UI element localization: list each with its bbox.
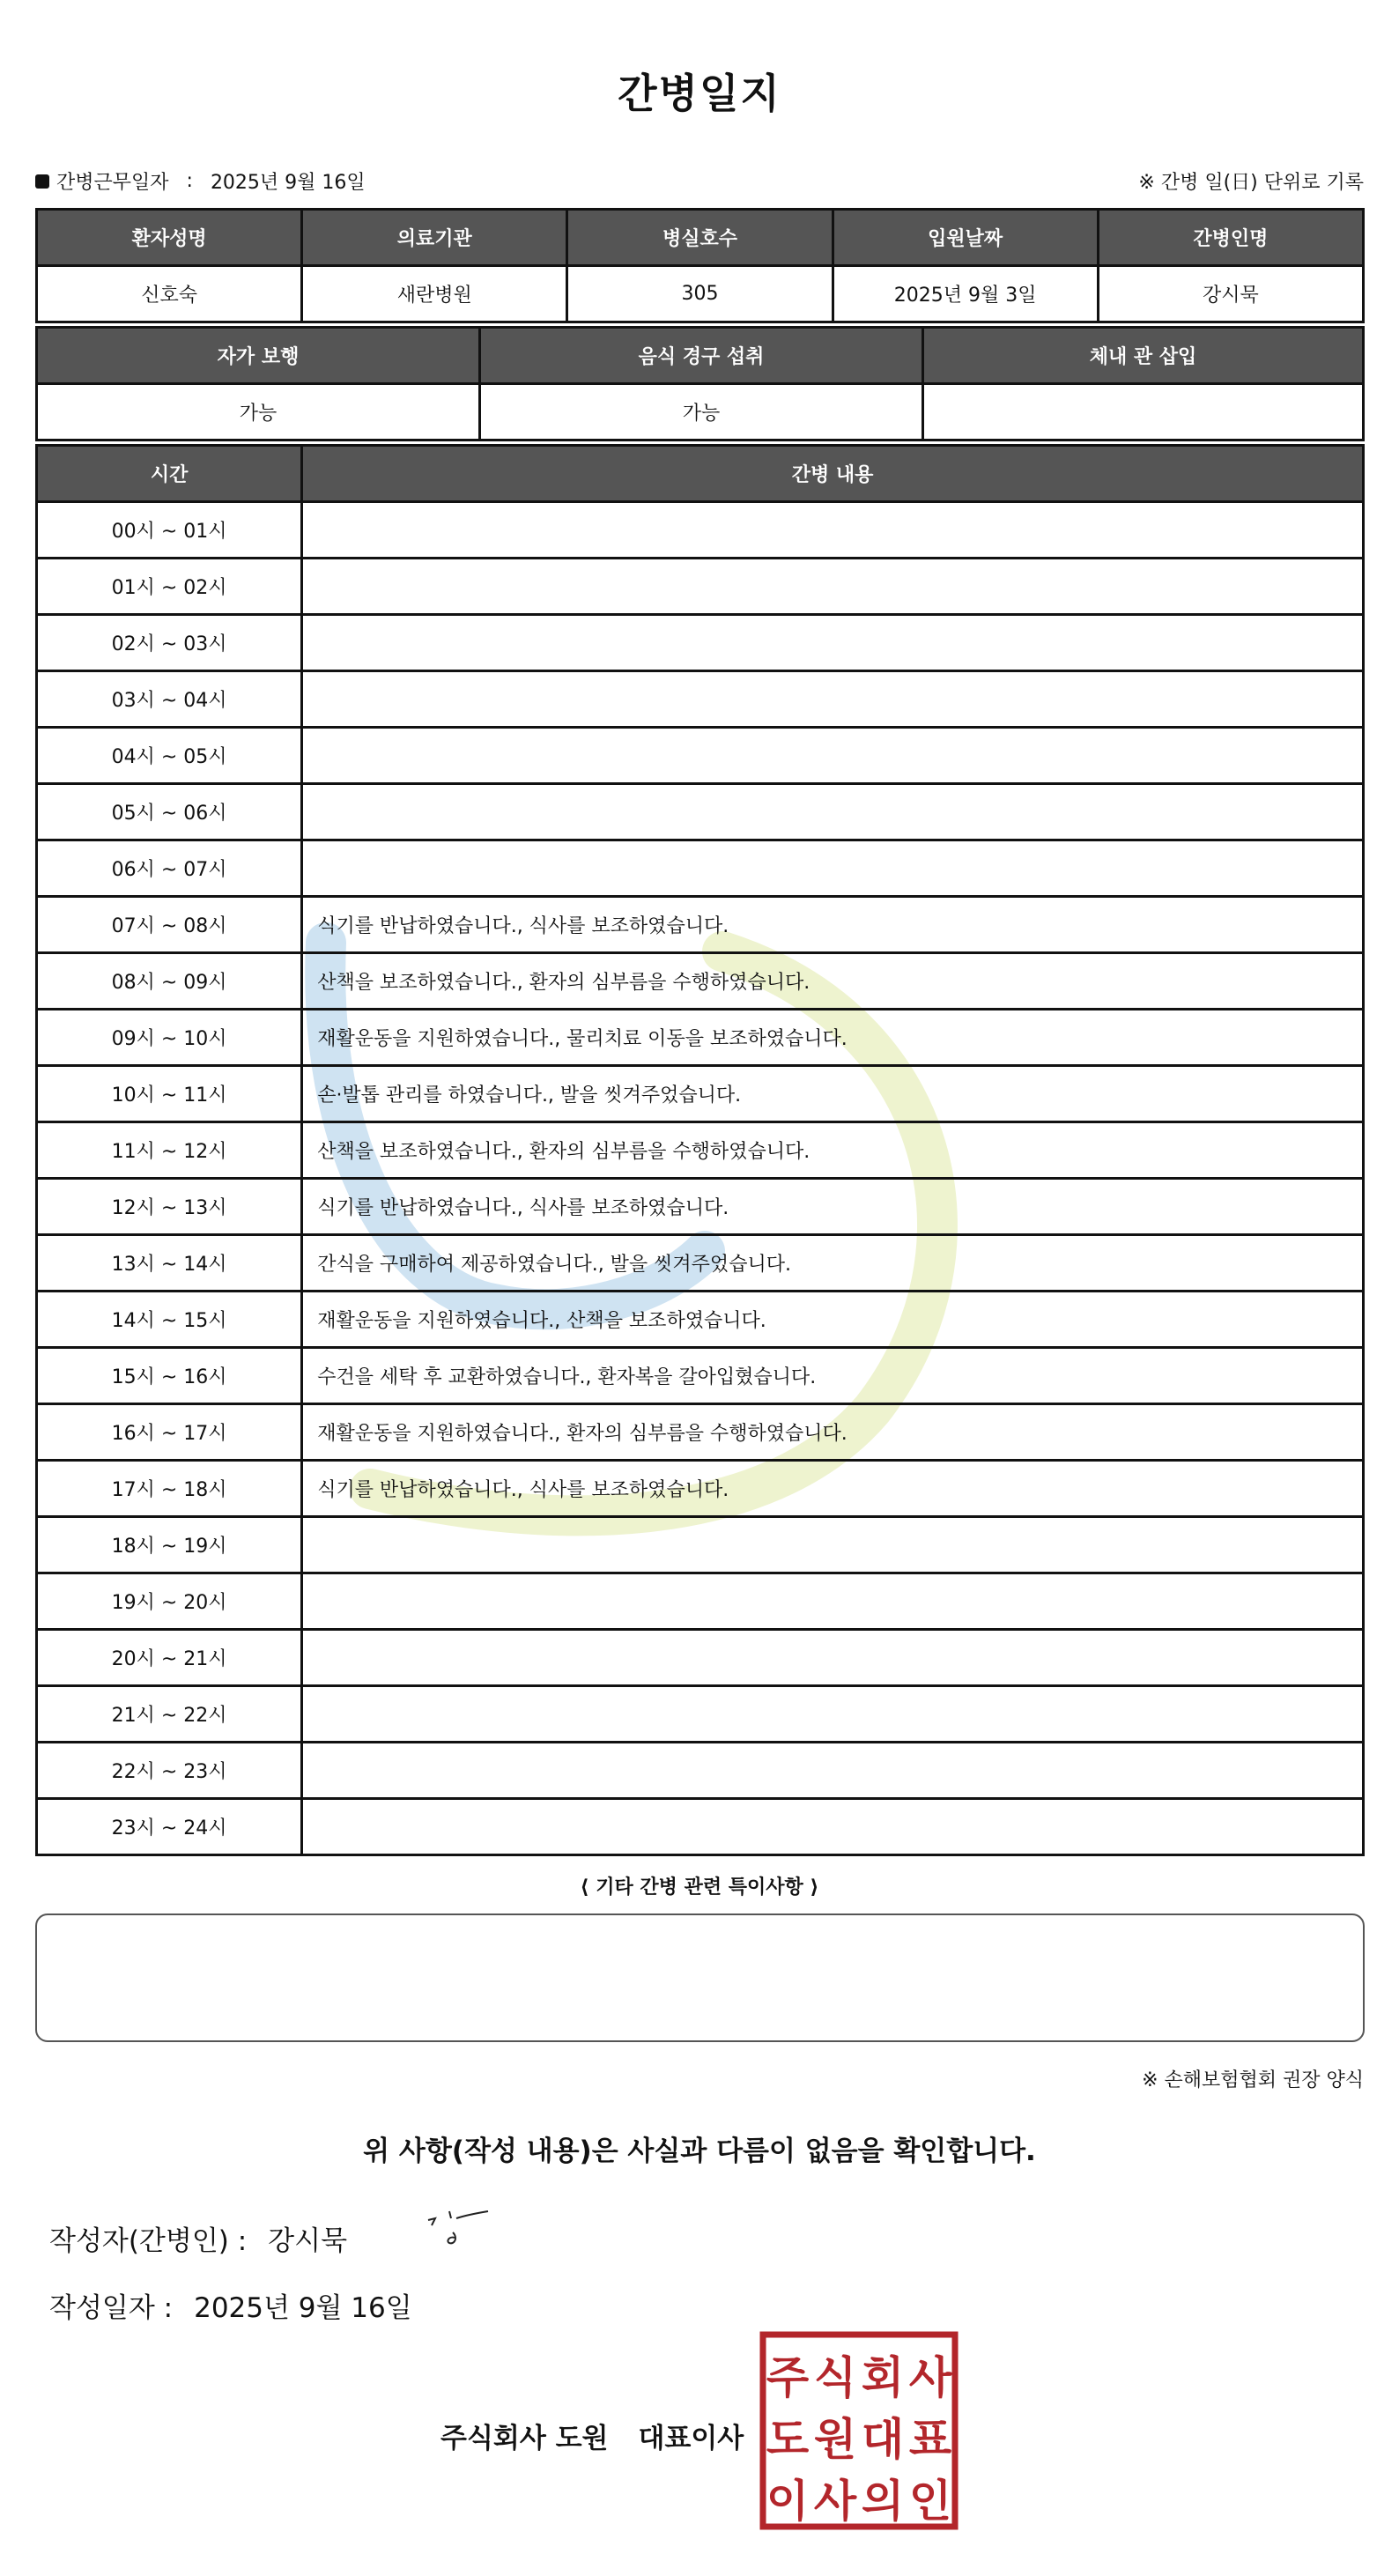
log-content-cell	[302, 1743, 1364, 1799]
log-content-cell	[302, 840, 1364, 897]
log-content-cell: 간식을 구매하여 제공하였습니다., 발을 씻겨주었습니다.	[302, 1235, 1364, 1292]
company-name: 주식회사 도원	[440, 2423, 609, 2454]
svg-text:의: 의	[861, 2476, 905, 2527]
log-row	[37, 1461, 1364, 1517]
patient-name-value: 신호숙	[37, 266, 302, 322]
handwritten-signature	[423, 2206, 511, 2262]
log-body	[37, 502, 1364, 1855]
representative-title: 대표이사	[638, 2423, 744, 2454]
log-row	[37, 953, 1364, 1010]
record-unit-note: ※ 간병 일(日) 단위로 기록	[1138, 172, 1364, 194]
written-date-value: 2025년 9월 16일	[194, 2292, 412, 2324]
log-header-row	[37, 446, 1364, 502]
svg-text:인: 인	[908, 2476, 952, 2527]
svg-text:이: 이	[766, 2476, 810, 2527]
tube-insertion-value	[923, 384, 1364, 440]
svg-text:표: 표	[908, 2414, 952, 2465]
log-row	[37, 1573, 1364, 1630]
log-content-cell	[302, 559, 1364, 615]
patient-info-table	[35, 208, 1365, 323]
log-content-cell: 재활운동을 지원하였습니다., 환자의 심부름을 수행하였습니다.	[302, 1404, 1364, 1461]
log-content-cell	[302, 1799, 1364, 1855]
log-time-cell: 07시 ~ 08시	[37, 897, 302, 953]
log-row	[37, 897, 1364, 953]
log-row	[37, 671, 1364, 728]
log-content-cell	[302, 1573, 1364, 1630]
log-content-cell	[302, 728, 1364, 784]
log-row	[37, 1630, 1364, 1686]
log-row	[37, 1010, 1364, 1066]
work-date-value: 2025년 9월 16일	[210, 172, 366, 194]
svg-text:주: 주	[766, 2352, 810, 2403]
svg-text:도: 도	[766, 2414, 810, 2465]
log-time-cell: 08시 ~ 09시	[37, 953, 302, 1010]
log-content-cell	[302, 784, 1364, 840]
log-row	[37, 840, 1364, 897]
log-row	[37, 728, 1364, 784]
log-row	[37, 1292, 1364, 1348]
log-content-cell: 산책을 보조하였습니다., 환자의 심부름을 수행하였습니다.	[302, 1122, 1364, 1179]
log-time-cell: 18시 ~ 19시	[37, 1517, 302, 1573]
header-admission-date: 입원날짜	[833, 210, 1098, 266]
log-time-cell: 20시 ~ 21시	[37, 1630, 302, 1686]
header-self-walking: 자가 보행	[37, 328, 480, 384]
work-date-label: 간병근무일자	[56, 172, 169, 194]
log-content-cell	[302, 1517, 1364, 1573]
room-number-value: 305	[567, 266, 833, 322]
log-time-cell: 17시 ~ 18시	[37, 1461, 302, 1517]
log-time-cell: 09시 ~ 10시	[37, 1010, 302, 1066]
log-time-cell: 01시 ~ 02시	[37, 559, 302, 615]
log-row	[37, 502, 1364, 559]
svg-text:회: 회	[861, 2352, 905, 2403]
log-row	[37, 1743, 1364, 1799]
svg-text:식: 식	[813, 2352, 857, 2403]
patient-info-value-row	[37, 266, 1364, 322]
patient-info-header-row	[37, 210, 1364, 266]
log-time-cell: 15시 ~ 16시	[37, 1348, 302, 1404]
author-name: 강시묵	[268, 2225, 348, 2257]
log-content-cell	[302, 1686, 1364, 1743]
company-line	[440, 2416, 744, 2455]
author-label: 작성자(간병인) :	[49, 2225, 248, 2257]
header-oral-intake: 음식 경구 섭취	[480, 328, 923, 384]
written-date-label: 작성일자 :	[49, 2292, 174, 2324]
log-row	[37, 1799, 1364, 1855]
special-notes-box	[35, 1913, 1365, 2042]
admission-date-value: 2025년 9월 3일	[833, 266, 1098, 322]
header-patient-name: 환자성명	[37, 210, 302, 266]
self-walking-value: 가능	[37, 384, 480, 440]
special-notes-title: ⟨ 기타 간병 관련 특이사항 ⟩	[580, 1876, 819, 1899]
log-time-cell: 04시 ~ 05시	[37, 728, 302, 784]
log-content-cell: 식기를 반납하였습니다., 식사를 보조하였습니다.	[302, 1461, 1364, 1517]
condition-header-row	[37, 328, 1364, 384]
log-content-cell	[302, 1630, 1364, 1686]
log-row	[37, 784, 1364, 840]
header-tube-insertion: 체내 관 삽입	[923, 328, 1364, 384]
hospital-value: 새란병원	[302, 266, 567, 322]
log-time-cell: 10시 ~ 11시	[37, 1066, 302, 1122]
log-row	[37, 1122, 1364, 1179]
log-time-cell: 00시 ~ 01시	[37, 502, 302, 559]
log-time-cell: 16시 ~ 17시	[37, 1404, 302, 1461]
author-line	[49, 2218, 347, 2258]
page-title: 간병일지	[618, 70, 781, 117]
log-row	[37, 1235, 1364, 1292]
company-seal-stamp	[759, 2331, 959, 2530]
log-content-cell: 수건을 세탁 후 교환하였습니다., 환자복을 갈아입혔습니다.	[302, 1348, 1364, 1404]
log-content-cell: 산책을 보조하였습니다., 환자의 심부름을 수행하였습니다.	[302, 953, 1364, 1010]
log-content-cell: 식기를 반납하였습니다., 식사를 보조하였습니다.	[302, 1179, 1364, 1235]
log-content-cell	[302, 671, 1364, 728]
svg-text:대: 대	[861, 2414, 905, 2465]
log-content-cell: 재활운동을 지원하였습니다., 물리치료 이동을 보조하였습니다.	[302, 1010, 1364, 1066]
bullet-square-icon	[35, 174, 49, 189]
log-time-cell: 11시 ~ 12시	[37, 1122, 302, 1179]
log-row	[37, 615, 1364, 671]
condition-table	[35, 326, 1365, 441]
log-time-cell: 23시 ~ 24시	[37, 1799, 302, 1855]
confirmation-statement: 위 사항(작성 내용)은 사실과 다름이 없음을 확인합니다.	[363, 2136, 1036, 2167]
log-row	[37, 1348, 1364, 1404]
log-row	[37, 1517, 1364, 1573]
log-time-cell: 21시 ~ 22시	[37, 1686, 302, 1743]
recommended-form-note: ※ 손해보험협회 권장 양식	[1142, 2069, 1364, 2091]
header-caregiver-name: 간병인명	[1098, 210, 1363, 266]
hourly-care-log-table	[35, 444, 1365, 1856]
work-date-colon: :	[186, 170, 193, 192]
oral-intake-value: 가능	[480, 384, 923, 440]
log-content-cell	[302, 615, 1364, 671]
log-content-cell: 재활운동을 지원하였습니다., 산책을 보조하였습니다.	[302, 1292, 1364, 1348]
header-care-content: 간병 내용	[302, 446, 1364, 502]
log-time-cell: 03시 ~ 04시	[37, 671, 302, 728]
header-hospital: 의료기관	[302, 210, 567, 266]
log-row	[37, 1686, 1364, 1743]
svg-text:사: 사	[813, 2476, 857, 2527]
log-row	[37, 1066, 1364, 1122]
log-content-cell: 손·발톱 관리를 하였습니다., 발을 씻겨주었습니다.	[302, 1066, 1364, 1122]
work-date-line	[35, 167, 366, 195]
log-row	[37, 559, 1364, 615]
log-row	[37, 1404, 1364, 1461]
svg-text:원: 원	[813, 2414, 857, 2465]
log-time-cell: 06시 ~ 07시	[37, 840, 302, 897]
condition-value-row	[37, 384, 1364, 440]
log-content-cell: 식기를 반납하였습니다., 식사를 보조하였습니다.	[302, 897, 1364, 953]
log-time-cell: 02시 ~ 03시	[37, 615, 302, 671]
log-content-cell	[302, 502, 1364, 559]
caregiver-name-value: 강시묵	[1098, 266, 1363, 322]
log-time-cell: 14시 ~ 15시	[37, 1292, 302, 1348]
log-time-cell: 12시 ~ 13시	[37, 1179, 302, 1235]
header-time: 시간	[37, 446, 302, 502]
log-time-cell: 22시 ~ 23시	[37, 1743, 302, 1799]
log-time-cell: 19시 ~ 20시	[37, 1573, 302, 1630]
log-row	[37, 1179, 1364, 1235]
log-time-cell: 05시 ~ 06시	[37, 784, 302, 840]
written-date-line	[49, 2285, 412, 2325]
header-room-number: 병실호수	[567, 210, 833, 266]
log-time-cell: 13시 ~ 14시	[37, 1235, 302, 1292]
svg-text:사: 사	[908, 2352, 952, 2403]
